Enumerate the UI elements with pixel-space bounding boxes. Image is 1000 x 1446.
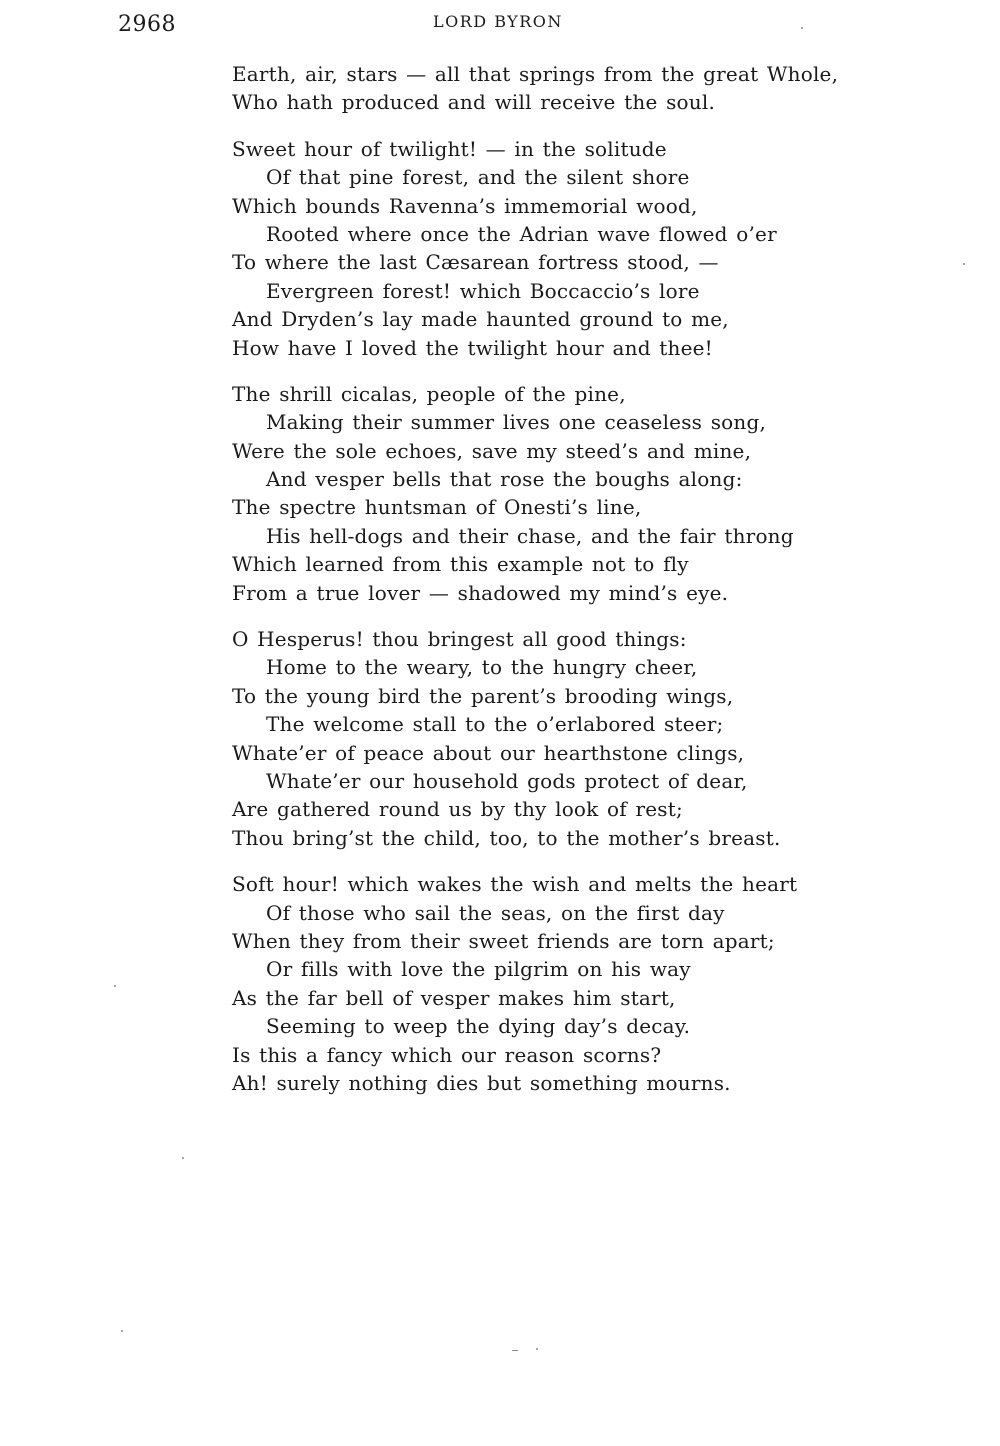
- stanza: [232, 870, 932, 1097]
- poem-line: As the far bell of vesper makes him start,: [232, 985, 676, 1010]
- poem-line: Soft hour! which wakes the wish and melts the heart: [232, 872, 798, 897]
- print-speck: [114, 985, 116, 987]
- poem-line: Evergreen forest! which Boccaccio’s lore: [266, 278, 700, 303]
- poem-line: Which learned from this example not to fly: [232, 552, 689, 577]
- poem-line: Rooted where once the Adrian wave flowed o’er: [266, 221, 777, 246]
- poem-line: Were the sole echoes, save my steed’s and mine,: [232, 438, 752, 463]
- poem-line: Are gathered round us by thy look of rest;: [232, 797, 683, 822]
- poem-line: The welcome stall to the o’erlabored steer;: [266, 712, 724, 737]
- page-number: 2968: [118, 12, 176, 37]
- print-speck: [121, 1330, 123, 1332]
- poem-line: Is this a fancy which our reason scorns?: [232, 1042, 662, 1067]
- poem-line: Which bounds Ravenna’s immemorial wood,: [232, 193, 698, 218]
- poem-line: And vesper bells that rose the boughs along:: [266, 467, 743, 492]
- poem-line: His hell-dogs and their chase, and the fair throng: [266, 523, 794, 548]
- poem-line: From a true lover — shadowed my mind’s eye.: [232, 580, 729, 605]
- poem-line: Sweet hour of twilight! — in the solitude: [232, 136, 667, 161]
- poem-line: And Dryden’s lay made haunted ground to me,: [232, 307, 729, 332]
- stanza: [232, 135, 932, 362]
- print-speck: [801, 27, 803, 29]
- stanza: [232, 60, 932, 117]
- stanza: [232, 625, 932, 852]
- poem-line: The shrill cicalas, people of the pine,: [232, 381, 626, 406]
- poem-line: Or fills with love the pilgrim on his way: [266, 957, 691, 982]
- poem-line: To where the last Cæsarean fortress stood, —: [232, 250, 719, 275]
- poem-line: Home to the weary, to the hungry cheer,: [266, 655, 698, 680]
- running-head: LORD BYRON: [433, 12, 563, 31]
- poem-line: The spectre huntsman of Onesti’s line,: [232, 495, 642, 520]
- poem-line: When they from their sweet friends are torn apart;: [232, 928, 775, 953]
- poem-line: Of those who sail the seas, on the first day: [266, 900, 725, 925]
- poem-line: Seeming to weep the dying day’s decay.: [266, 1014, 691, 1039]
- poem-line: Ah! surely nothing dies but something mourns.: [232, 1070, 731, 1095]
- poem-line: Whate’er our household gods protect of dear,: [266, 768, 748, 793]
- poem-line: O Hesperus! thou bringest all good things:: [232, 627, 687, 652]
- poem-line: To the young bird the parent’s brooding wings,: [232, 683, 734, 708]
- print-speck: [512, 1350, 518, 1351]
- poem-line: Of that pine forest, and the silent shore: [266, 165, 690, 190]
- poem-line: Making their summer lives one ceaseless song,: [266, 410, 767, 435]
- poem-line: Earth, air, stars — all that springs from the great Whole,: [232, 62, 839, 86]
- poem-line: How have I loved the twilight hour and thee!: [232, 335, 713, 360]
- poem-line: Whate’er of peace about our hearthstone clings,: [232, 740, 745, 765]
- print-speck: [182, 1157, 184, 1159]
- poem-body: [232, 60, 932, 1115]
- poem-line: Thou bring’st the child, too, to the mother’s breast.: [232, 825, 781, 850]
- stanza: [232, 380, 932, 607]
- print-speck: [963, 263, 965, 265]
- poem-line: Who hath produced and will receive the soul.: [232, 90, 716, 115]
- print-speck: [536, 1348, 538, 1350]
